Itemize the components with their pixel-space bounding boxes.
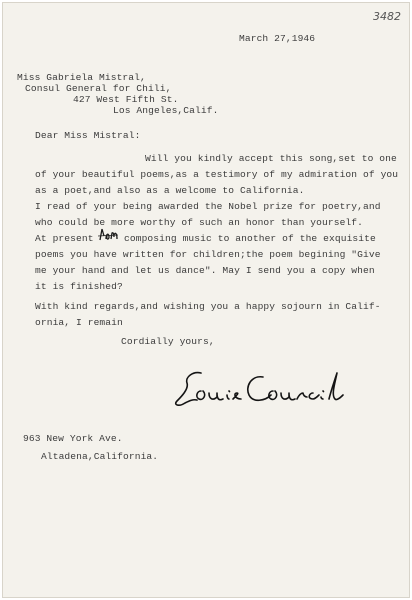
- body-line-7: poems you have written for children;the poem begining "Give: [35, 249, 381, 260]
- closing: Cordially yours,: [121, 336, 215, 347]
- body-line-6-end: composing music to another of the exquisite: [124, 233, 376, 244]
- body-line-2: of your beautiful poems,as a testimory of my admiration of you: [35, 169, 399, 180]
- body-line-11: ornia, I remain: [35, 317, 123, 328]
- body-line-8: me your hand and let us dance". May I send you a copy when: [35, 265, 375, 276]
- handwritten-correction: [97, 227, 119, 243]
- body-line-1: Will you kindly accept this song,set to one: [145, 153, 397, 164]
- recipient-line-4: Los Angeles,Calif.: [113, 105, 219, 116]
- sender-line-1: 963 New York Ave.: [23, 433, 123, 444]
- sender-line-2: Altadena,California.: [41, 451, 159, 462]
- body-line-3: as a poet,and also as a welcome to California.: [35, 185, 305, 196]
- body-line-4: I read of your being awarded the Nobel prize for poetry,and: [35, 201, 381, 212]
- recipient-line-1: Miss Gabriela Mistral,: [17, 72, 146, 83]
- body-line-5: who could be more worthy of such an honor than yourself.: [35, 217, 364, 228]
- body-line-6-start: At present: [35, 233, 94, 244]
- recipient-line-2: Consul General for Chili,: [25, 83, 172, 94]
- catalog-number: 3482: [373, 10, 401, 23]
- salutation: Dear Miss Mistral:: [35, 130, 141, 141]
- recipient-line-3: 427 West Fifth St.: [73, 94, 179, 105]
- letter-page: [2, 2, 410, 598]
- body-line-10: With kind regards,and wishing you a happy sojourn in Calif-: [35, 301, 381, 312]
- letter-date: March 27,1946: [239, 33, 316, 44]
- signature: [171, 367, 347, 413]
- body-line-9: it is finished?: [35, 281, 123, 292]
